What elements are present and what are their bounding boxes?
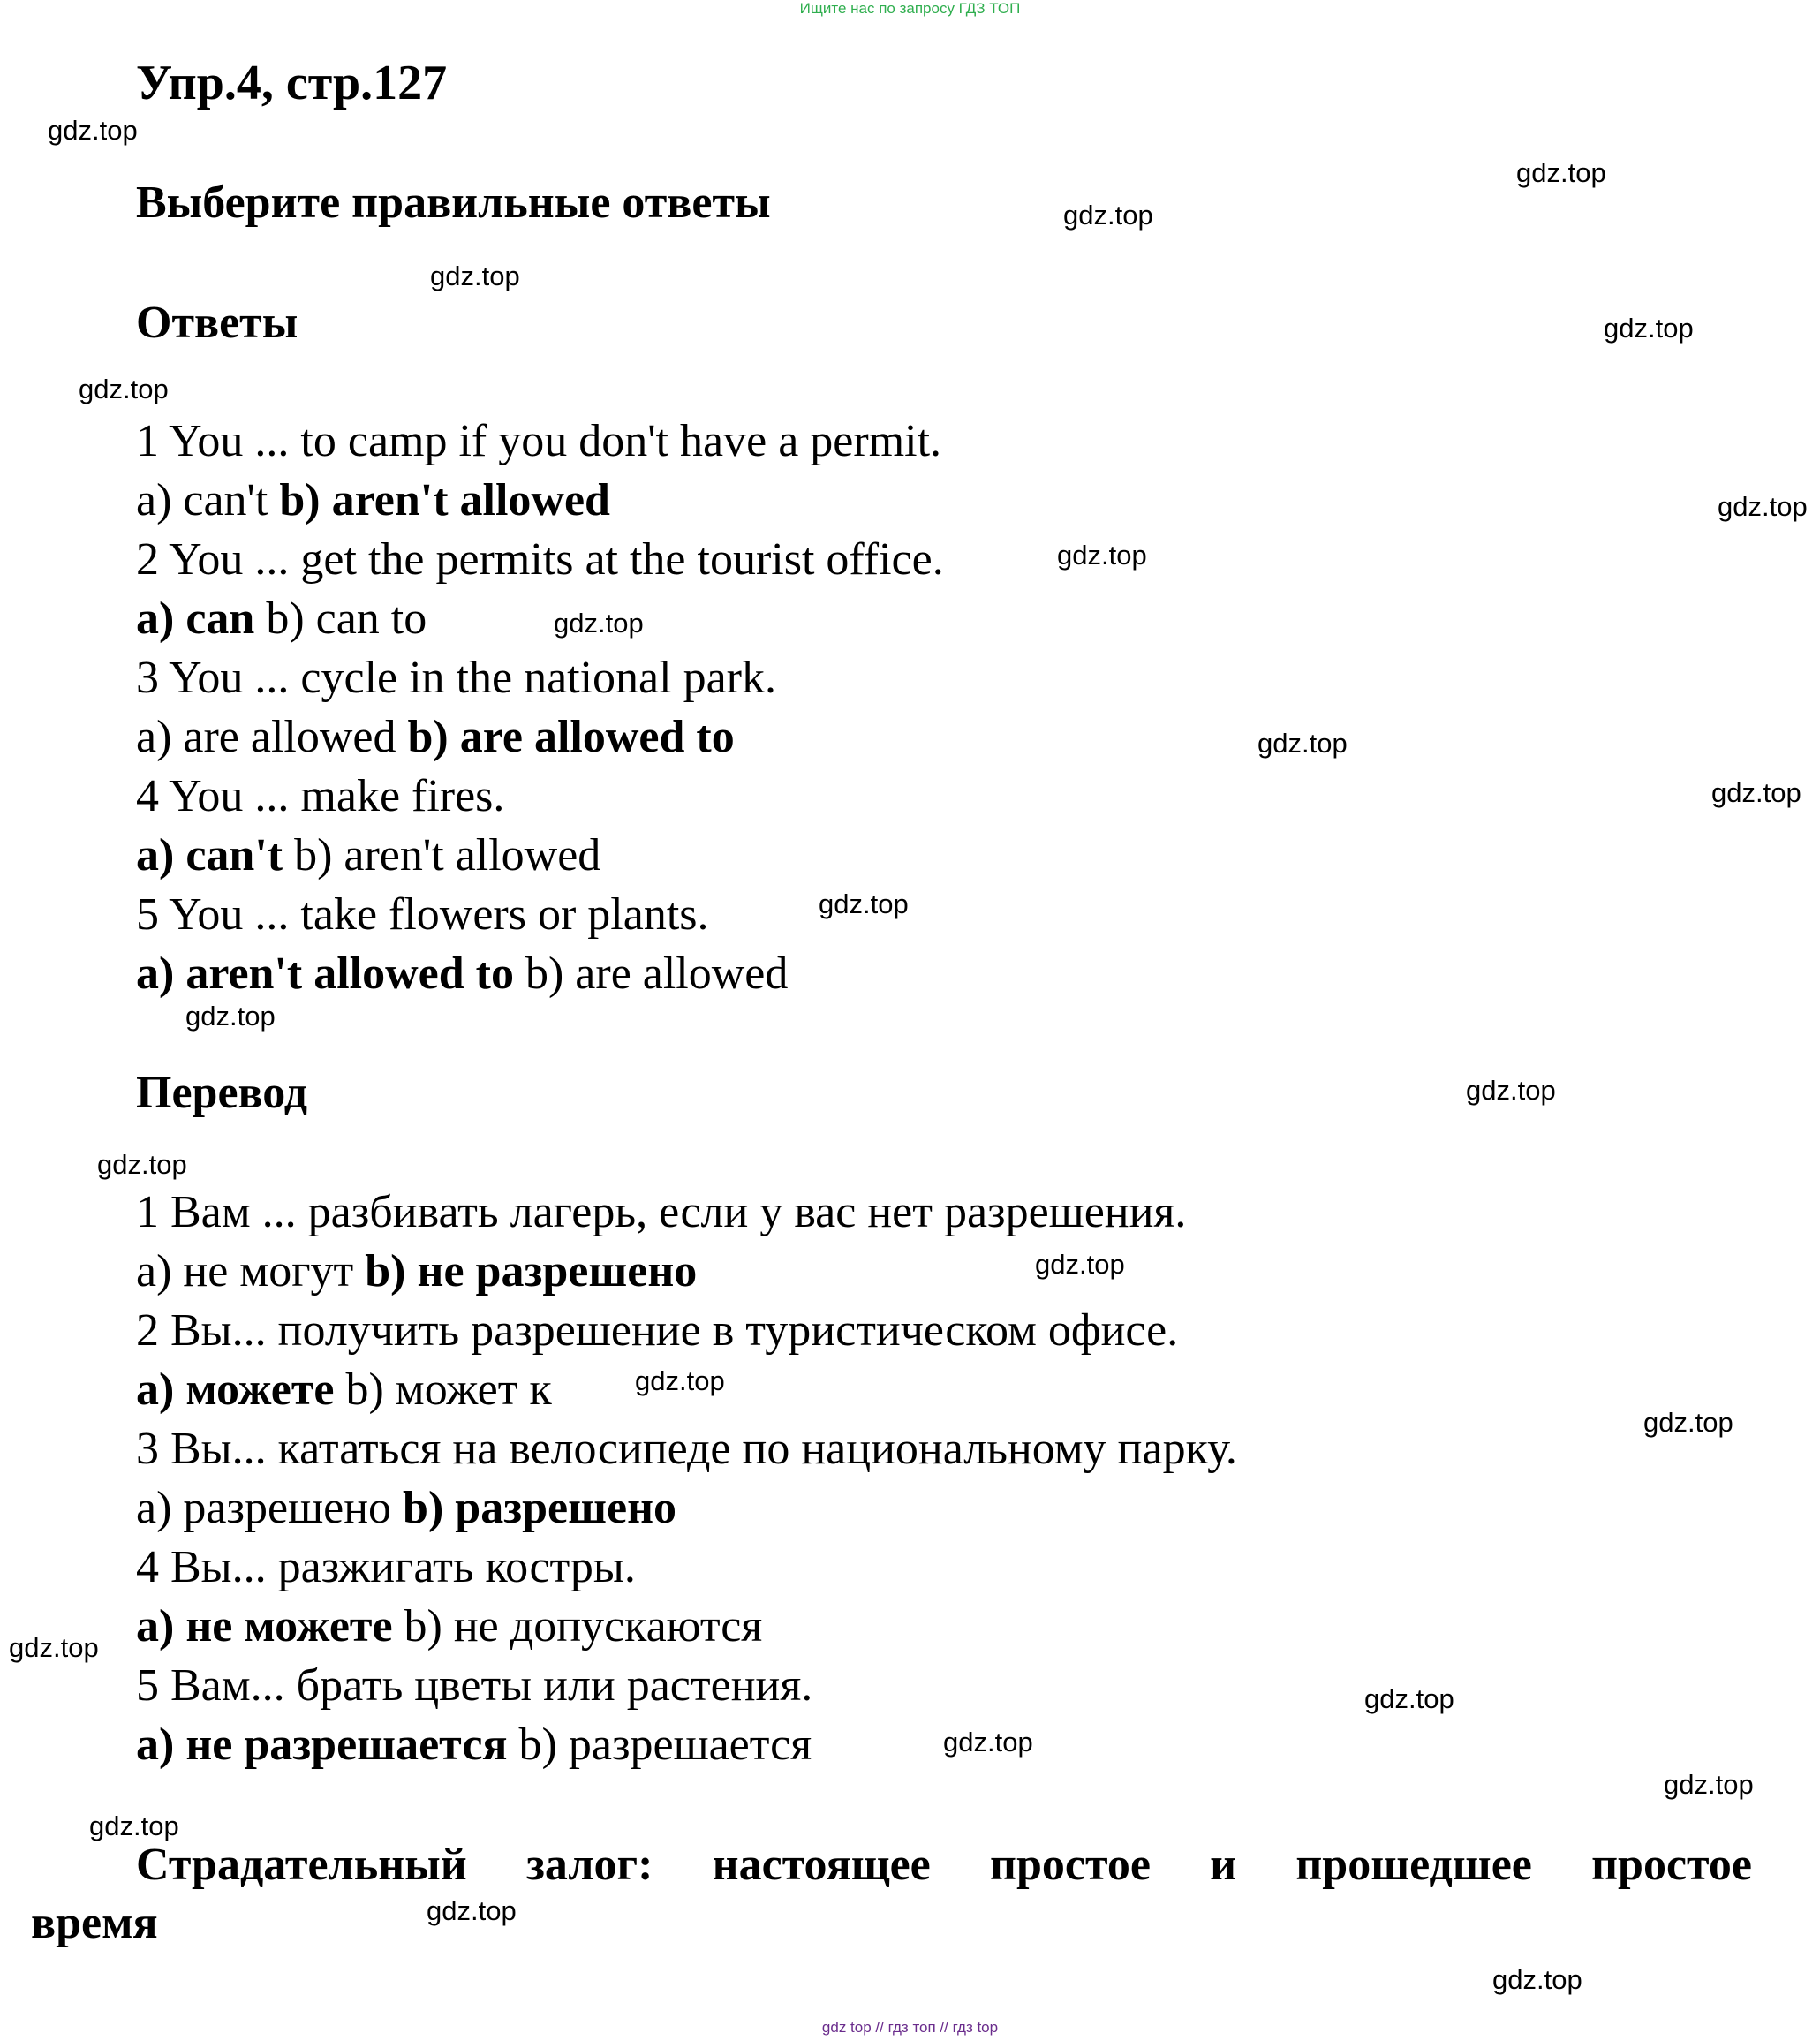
translation-heading: Перевод <box>136 1068 308 1118</box>
watermark: gdz.top <box>427 1895 517 1926</box>
watermark: gdz.top <box>1492 1964 1582 1995</box>
answers-heading: Ответы <box>136 298 298 348</box>
answer-options-5: a) aren't allowed to b) are allowed <box>136 949 789 999</box>
watermark: gdz.top <box>1516 157 1606 188</box>
answer-question-2: 2 You ... get the permits at the tourist office. <box>136 534 944 585</box>
watermark: gdz.top <box>185 1001 276 1032</box>
watermark: gdz.top <box>48 115 138 146</box>
watermark: gdz.top <box>943 1727 1033 1758</box>
translation-options-2: a) можете b) может к <box>136 1364 552 1415</box>
answer-options-2: a) can b) can to <box>136 593 427 644</box>
answer-question-3: 3 You ... cycle in the national park. <box>136 653 776 703</box>
translation-options-3: a) разрешено b) разрешено <box>136 1483 677 1533</box>
answer-question-4: 4 You ... make fires. <box>136 771 505 821</box>
translation-question-1: 1 Вам ... разбивать лагерь, если у вас нет разрешения. <box>136 1187 1187 1237</box>
footer-links[interactable]: gdz top // гдз топ // гдз top <box>821 2019 999 2036</box>
watermark: gdz.top <box>1364 1683 1454 1714</box>
watermark: gdz.top <box>1643 1407 1733 1438</box>
answer-question-5: 5 You ... take flowers or plants. <box>136 889 709 940</box>
watermark: gdz.top <box>1664 1769 1754 1800</box>
answer-question-1: 1 You ... to camp if you don't have a permit. <box>136 416 942 466</box>
answer-options-4: a) can't b) aren't allowed <box>136 830 601 881</box>
translation-question-3: 3 Вы... кататься на велосипеде по национальному парку. <box>136 1424 1237 1474</box>
translation-question-5: 5 Вам... брать цветы или растения. <box>136 1660 813 1711</box>
translation-options-5: a) не разрешается b) разрешается <box>136 1720 812 1770</box>
watermark: gdz.top <box>554 608 644 639</box>
answer-options-3: a) are allowed b) are allowed to <box>136 712 735 762</box>
page-title: Упр.4, стр.127 <box>136 56 448 110</box>
watermark: gdz.top <box>9 1632 99 1663</box>
watermark: gdz.top <box>430 261 520 291</box>
top-search-hint[interactable]: Ищите нас по запросу ГДЗ ТОП <box>799 0 1021 17</box>
translation-question-2: 2 Вы... получить разрешение в туристическом офисе. <box>136 1305 1179 1356</box>
watermark: gdz.top <box>1057 540 1147 571</box>
watermark: gdz.top <box>819 888 909 919</box>
task-heading: Выберите правильные ответы <box>136 178 771 228</box>
watermark: gdz.top <box>97 1149 187 1180</box>
passive-voice-heading: Страдательный залог: настоящее простое и прошедшее простое <box>136 1840 1752 1890</box>
watermark: gdz.top <box>1035 1249 1125 1280</box>
watermark: gdz.top <box>1063 200 1153 231</box>
watermark: gdz.top <box>89 1810 179 1841</box>
watermark: gdz.top <box>1718 491 1808 522</box>
watermark: gdz.top <box>635 1365 725 1396</box>
watermark: gdz.top <box>1711 777 1801 808</box>
watermark: gdz.top <box>1257 728 1348 759</box>
watermark: gdz.top <box>79 374 169 404</box>
translation-question-4: 4 Вы... разжигать костры. <box>136 1542 636 1592</box>
answer-options-1: a) can't b) aren't allowed <box>136 475 610 525</box>
translation-options-1: a) не могут b) не разрешено <box>136 1246 698 1296</box>
watermark: gdz.top <box>1466 1075 1556 1106</box>
translation-options-4: a) не можете b) не допускаются <box>136 1601 763 1652</box>
watermark: gdz.top <box>1604 313 1694 344</box>
passive-voice-heading-cont: время <box>31 1898 158 1948</box>
